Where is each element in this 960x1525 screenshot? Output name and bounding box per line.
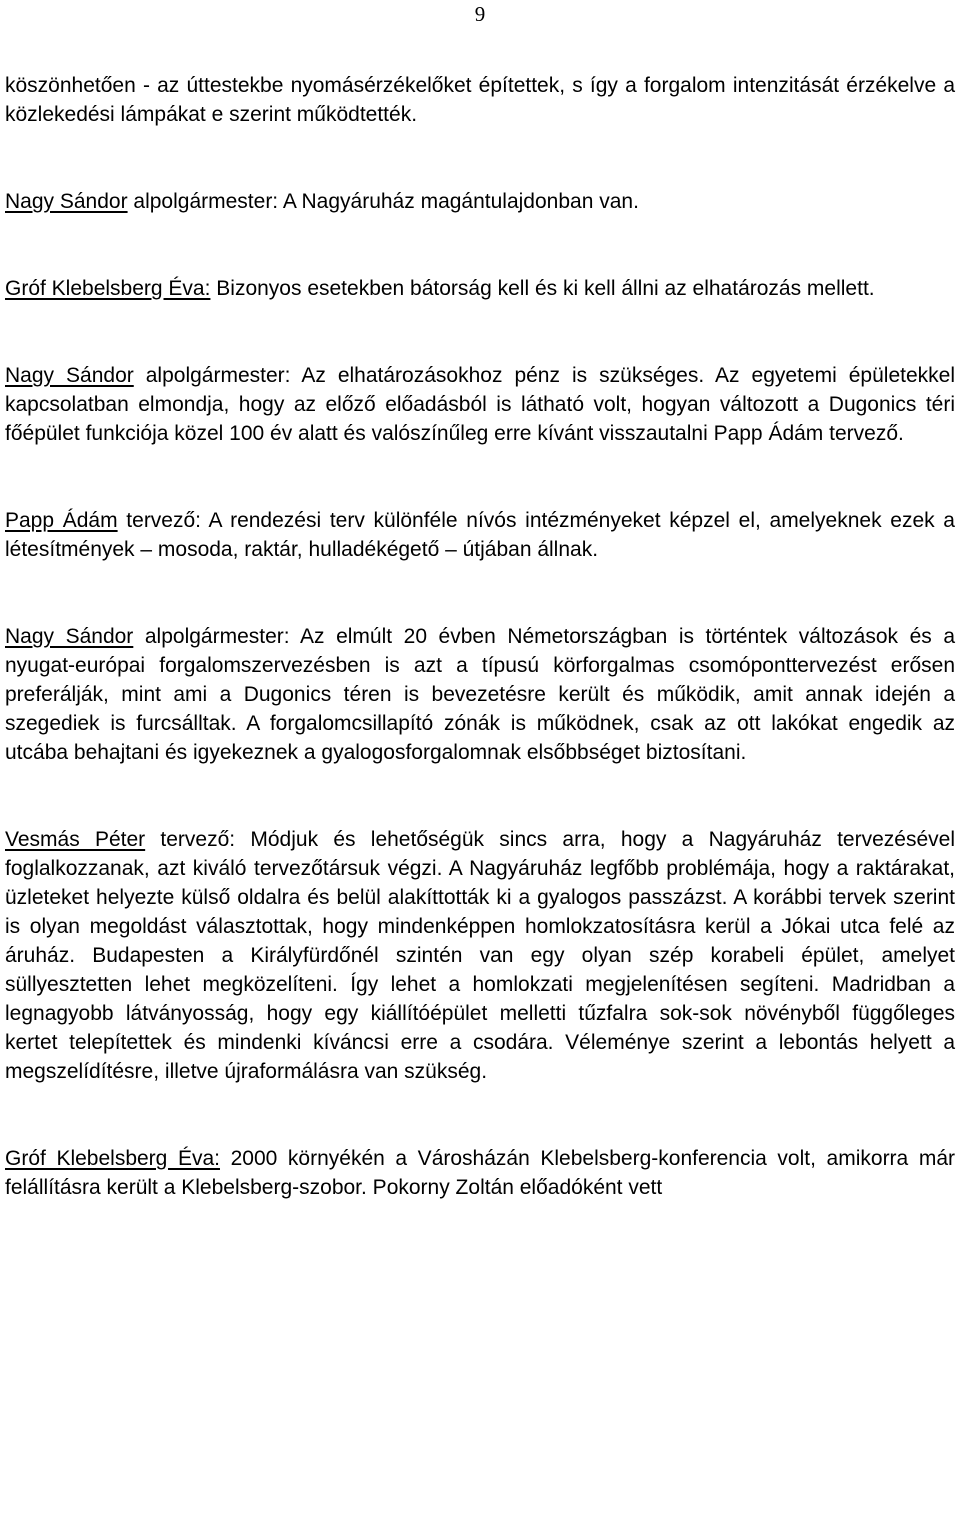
speaker-name: Papp Ádám xyxy=(5,509,118,532)
paragraph-4 xyxy=(5,361,955,448)
speaker-name: Nagy Sándor xyxy=(5,625,134,648)
paragraph-1 xyxy=(5,71,955,129)
speaker-name: Vesmás Péter xyxy=(5,828,146,851)
paragraph-7 xyxy=(5,825,955,1086)
paragraph-text: alpolgármester: Az elmúlt 20 évben Németországban is történtek változások és a nyugat-európai forgalomszervezésben is azt a típusú körforgalmas csomóponttervezést erősen preferálják, mint ami a Dugonics téren is bevezetésre került és működik, amit annak idején a szegediek is furcsálltak. A forgalomcsillapító zónák is működnek, csak az ott lakókat engedik az utcába behajtani és igyekeznek a gyalogosforgalomnak elsőbbséget biztosítani. xyxy=(5,625,956,764)
paragraph-text: tervező: Módjuk és lehetőségük sincs arra, hogy a Nagyáruház tervezésével foglalkozzanak, azt kiváló tervezőtársuk végzi. A Nagyáruház legfőbb problémája, hogy a raktárakat, üzleteket helyezte külső oldalra és belül alakíttották ki a gyalogos passzázst. A korábbi tervek szerint is olyan megoldást választottak, hogy mindenképpen homlokzatosításra kerül a Jókai utca felé az áruház. Budapesten a Királyfürdőnél szintén van egy olyan szép korabeli épület, amelyet süllyesztetten lehet megközelíteni. Így lehet a homlokzati megjelenítésen segíteni. Madridban a legnagyobb látványosság, hogy egy kiállítóépület melletti tűzfalra sok-sok növényből függőleges kertet telepítettek és mindenki kíváncsi erre a csodára. Véleménye szerint a lebontás helyett a megszelídítésre, illetve újraformálásra van szükség. xyxy=(5,828,955,1083)
speaker-name: Nagy Sándor xyxy=(5,364,134,387)
speaker-name: Gróf Klebelsberg Éva: xyxy=(5,1147,220,1170)
paragraph-3 xyxy=(5,274,955,303)
paragraph-text: Bizonyos esetekben bátorság kell és ki kell állni az elhatározás mellett. xyxy=(210,277,875,300)
paragraph-text: köszönhetően - az úttestekbe nyomásérzékelőket építettek, s így a forgalom intenzitását érzékelve a közlekedési lámpákat e szerint működtették. xyxy=(5,74,955,126)
page-number: 9 xyxy=(474,2,486,26)
paragraph-5 xyxy=(5,506,955,564)
paragraph-6 xyxy=(5,622,955,767)
speaker-name: Gróf Klebelsberg Éva: xyxy=(5,277,211,300)
paragraph-text: tervező: A rendezési terv különféle nívós intézményeket képzel el, amelyeknek ezek a létesítmények – mosoda, raktár, hulladékégető – útjában állnak. xyxy=(5,509,955,561)
speaker-name: Nagy Sándor xyxy=(5,190,128,213)
paragraph-2 xyxy=(5,187,955,216)
paragraph-8 xyxy=(5,1144,955,1202)
paragraph-text: 2000 környékén a Városházán Klebelsberg-konferencia volt, amikorra már felállításra került a Klebelsberg-szobor. Pokorny Zoltán előadóként vett xyxy=(5,1147,956,1199)
paragraph-text: alpolgármester: Az elhatározásokhoz pénz is szükséges. Az egyetemi épületekkel kapcsolatban elmondja, hogy az előző előadásból is látható volt, hogyan változott a Dugonics téri főépület funkciója közel 100 év alatt és valószínűleg erre kívánt visszautalni Papp Ádám tervező. xyxy=(5,364,955,445)
paragraph-text: alpolgármester: A Nagyáruház magántulajdonban van. xyxy=(127,190,639,213)
document-body xyxy=(5,71,955,1202)
